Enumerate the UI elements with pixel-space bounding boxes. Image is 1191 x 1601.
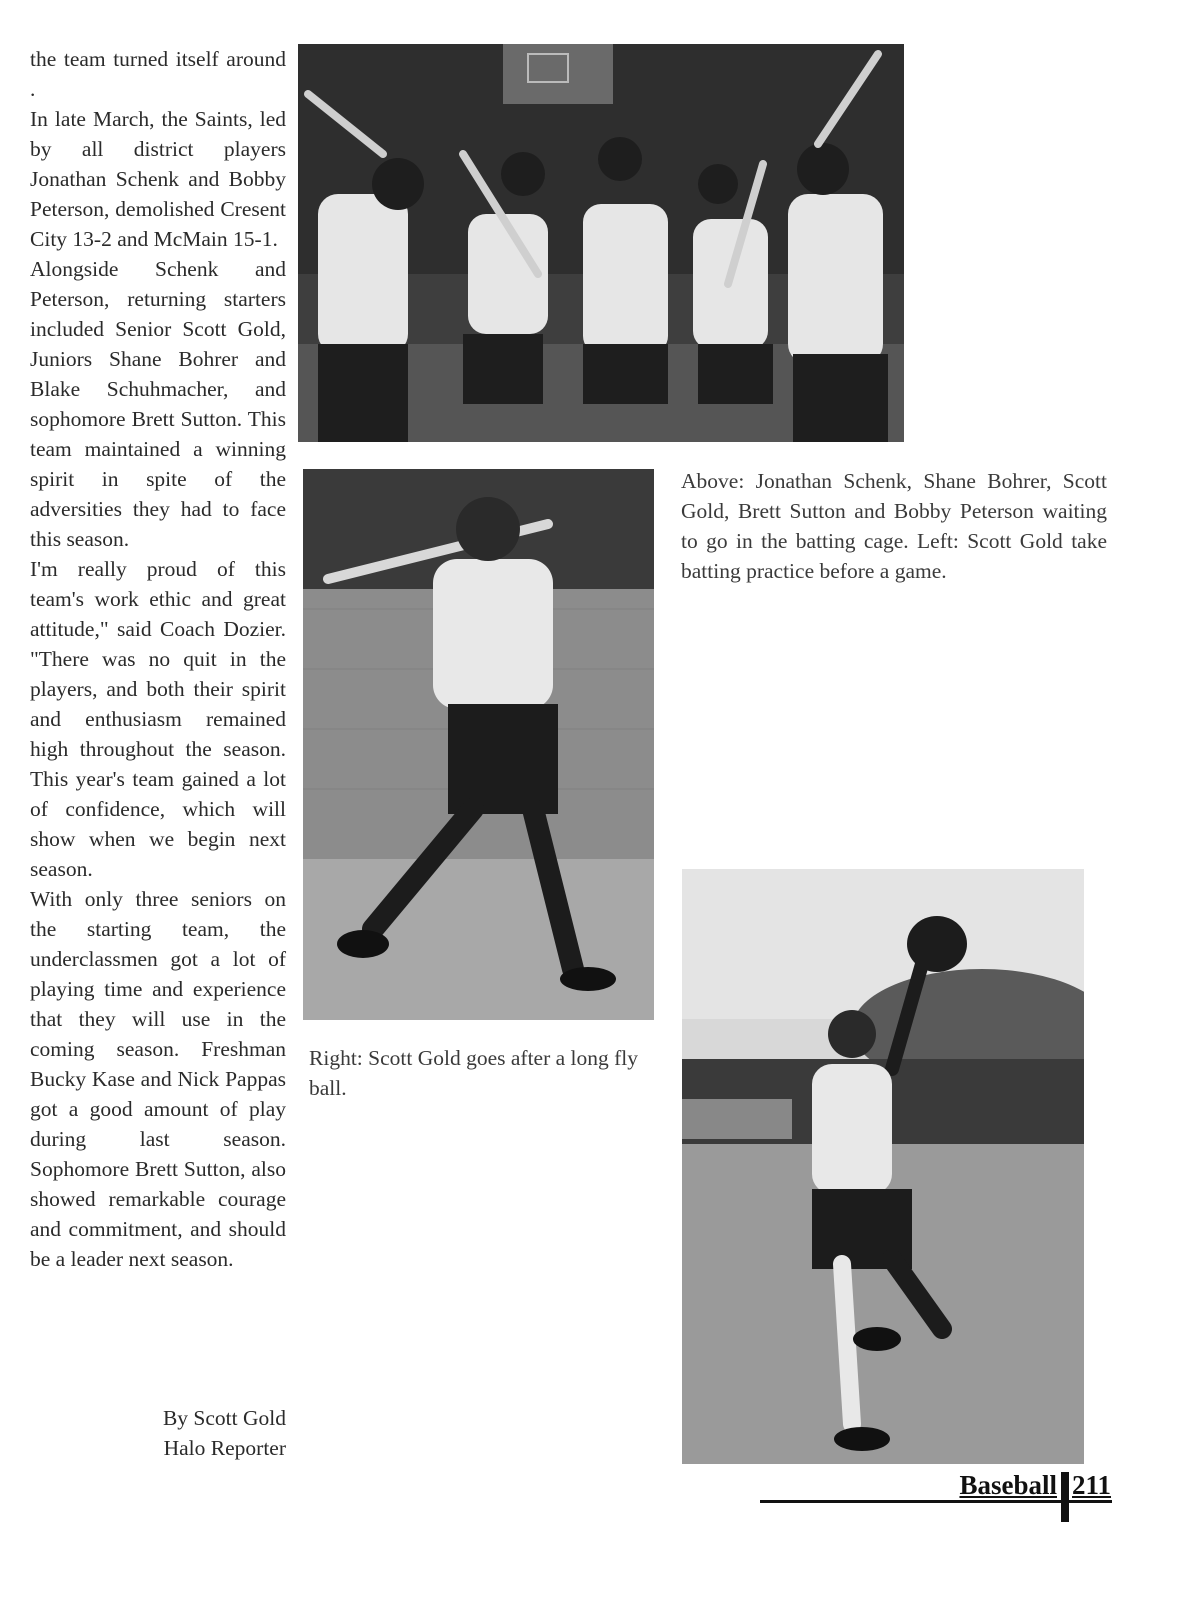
byline-title: Halo Reporter bbox=[163, 1436, 286, 1460]
caption-right: Right: Scott Gold goes after a long fly ball. bbox=[309, 1046, 639, 1100]
fly-ball-catch-photo bbox=[682, 869, 1084, 1464]
folio-rule bbox=[760, 1500, 1112, 1503]
page-number: 211 bbox=[1072, 1470, 1112, 1500]
team-photo-image bbox=[298, 44, 904, 442]
article-paragraph: the team turned itself around . bbox=[30, 47, 286, 101]
batting-practice-photo bbox=[303, 469, 654, 1020]
article-paragraph: Alongside Schenk and Peterson, returning starters included Senior Scott Gold, Juniors Shane Bohrer and Blake Schuhmacher, and sophomore Brett Sutton. This team maintained a winning spirit in spite of the adversities they had to face this season. bbox=[30, 257, 286, 551]
article-paragraph: With only three seniors on the starting team, the underclassmen got a lot of playing time and experience that they will use in the coming season. Freshman Bucky Kase and Nick Pappas got a good amount of play during last season. Sophomore Brett Sutton, also showed remarkable courage and commitment, and should be a leader next season. bbox=[30, 887, 286, 1271]
flyball-photo-image bbox=[682, 869, 1084, 1464]
batting-photo-image bbox=[303, 469, 654, 1020]
caption-above: Above: Jonathan Schenk, Shane Bohrer, Scott Gold, Brett Sutton and Bobby Peterson waiting to go in the batting cage. Left: Scott Gold take batting practice before a game. bbox=[681, 469, 1107, 583]
team-batting-cage-photo bbox=[298, 44, 904, 442]
article-paragraph: I'm really proud of this team's work ethic and great attitude," said Coach Dozier. "There was no quit in the players, and both their spirit and enthusiasm remained high throughout the season. This year's team gained a lot of confidence, which will show when we begin next season. bbox=[30, 557, 286, 881]
folio-section-label: Baseball bbox=[959, 1470, 1057, 1500]
byline-name: By Scott Gold bbox=[162, 1406, 286, 1430]
article-paragraph: In late March, the Saints, led by all district players Jonathan Schenk and Bobby Peterson, demolished Cresent City 13-2 and McMain 15-1. bbox=[30, 107, 286, 251]
byline bbox=[120, 1403, 286, 1463]
article-body bbox=[30, 44, 286, 1274]
folio-divider bbox=[1061, 1472, 1069, 1522]
